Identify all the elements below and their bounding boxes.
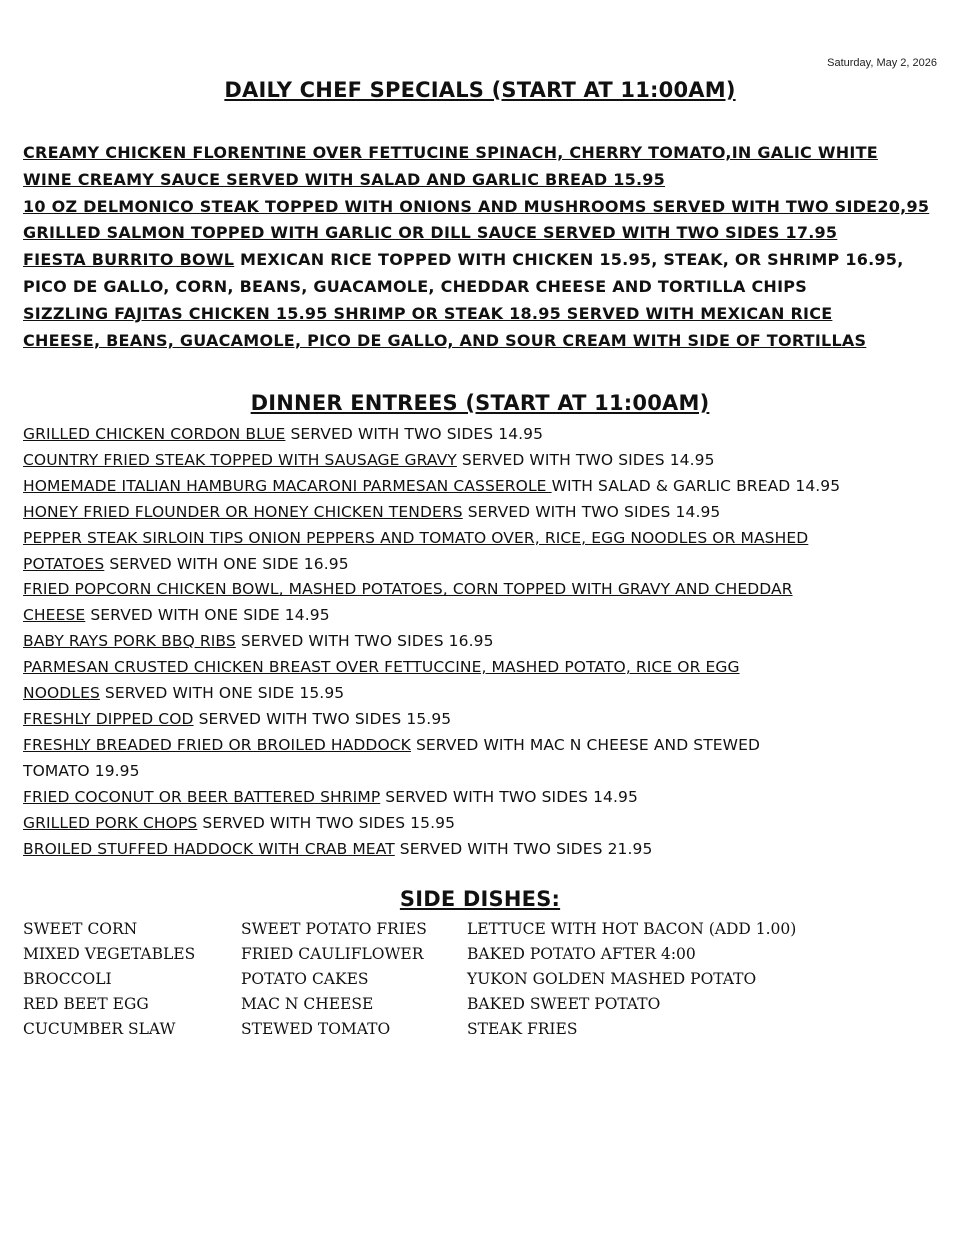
entree-name: COUNTRY FRIED STEAK TOPPED WITH SAUSAGE GRAVY — [23, 450, 457, 469]
entree-name: PEPPER STEAK SIRLOIN TIPS ONION PEPPERS AND TOMATO OVER, RICE, EGG NOODLES OR MASHED — [23, 528, 809, 547]
entree-line — [23, 448, 943, 474]
side-item: BAKED POTATO AFTER 4:00 — [467, 945, 696, 963]
entree-detail: TOMATO 19.95 — [23, 761, 140, 780]
entree-name: HOMEMADE ITALIAN HAMBURG MACARONI PARMESAN CASSEROLE — [23, 476, 552, 495]
entrees-list — [23, 422, 943, 862]
entree-line — [23, 500, 943, 526]
entree-name: CHEESE — [23, 606, 86, 625]
entree-name: GRILLED PORK CHOPS — [23, 813, 198, 832]
entree-name: BABY RAYS PORK BBQ RIBS — [23, 632, 236, 651]
sides-heading: SIDE DISHES: — [399, 887, 561, 911]
entree-name: HONEY FRIED FLOUNDER OR HONEY CHICKEN TENDERS — [23, 502, 463, 521]
specials-heading: DAILY CHEF SPECIALS (START AT 11:00AM) — [224, 78, 736, 102]
side-item: SWEET CORN — [23, 920, 138, 938]
entree-detail: SERVED WITH TWO SIDES 14.95 — [456, 450, 715, 469]
entree-detail: SERVED WITH TWO SIDES 21.95 — [394, 839, 653, 858]
entree-detail: SERVED WITH TWO SIDES 15.95 — [193, 709, 452, 728]
menu-date: Saturday, May 2, 2026 — [827, 57, 937, 69]
entree-line — [23, 785, 943, 811]
entree-name: FRESHLY DIPPED COD — [23, 709, 194, 728]
specials-list — [23, 140, 943, 354]
entree-name: PARMESAN CRUSTED CHICKEN BREAST OVER FETTUCCINE, MASHED POTATO, RICE OR EGG — [23, 658, 740, 677]
side-column-3 — [467, 917, 796, 1042]
entree-name: GRILLED CHICKEN CORDON BLUE — [23, 425, 286, 443]
entree-line — [23, 733, 943, 759]
entree-line — [23, 422, 943, 448]
entree-line — [23, 681, 943, 707]
special-line: GRILLED SALMON TOPPED WITH GARLIC OR DILL SAUCE SERVED WITH TWO SIDES 17.95 — [23, 223, 838, 243]
entree-name: NOODLES — [23, 684, 100, 703]
entree-detail: SERVED WITH TWO SIDES 14.95 — [380, 787, 638, 806]
side-item: FRIED CAULIFLOWER — [241, 945, 424, 963]
entree-detail: SERVED WITH ONE SIDE 14.95 — [85, 606, 330, 625]
side-item: MIXED VEGETABLES — [23, 945, 196, 963]
side-item: CUCUMBER SLAW — [23, 1020, 176, 1038]
entree-detail: SERVED WITH MAC N CHEESE AND STEWED — [410, 735, 761, 754]
side-item: YUKON GOLDEN MASHED POTATO — [467, 970, 757, 988]
entree-line — [23, 707, 943, 733]
entree-name: BROILED STUFFED HADDOCK WITH CRAB MEAT — [23, 839, 395, 858]
entree-line — [23, 837, 943, 863]
entree-detail: SERVED WITH ONE SIDE 15.95 — [99, 684, 345, 703]
entree-name: FRIED COCONUT OR BEER BATTERED SHRIMP — [23, 787, 381, 806]
entree-name: POTATOES — [23, 554, 105, 573]
special-line — [23, 247, 943, 274]
side-item: STEWED TOMATO — [241, 1020, 391, 1038]
entree-line — [23, 526, 943, 552]
entree-detail: SERVED WITH TWO SIDES 16.95 — [235, 632, 494, 651]
entree-line — [23, 811, 943, 837]
side-item: POTATO CAKES — [241, 970, 369, 988]
special-line: 10 OZ DELMONICO STEAK TOPPED WITH ONIONS AND MUSHROOMS SERVED WITH TWO SIDE20,95 — [23, 196, 930, 216]
special-line: WINE CREAMY SAUCE SERVED WITH SALAD AND GARLIC BREAD 15.95 — [23, 169, 666, 189]
entree-detail: SERVED WITH TWO SIDES 14.95 — [285, 425, 544, 443]
entrees-heading: DINNER ENTREES (START AT 11:00AM) — [250, 391, 710, 415]
entree-line — [23, 603, 943, 629]
entree-name: FRESHLY BREADED FRIED OR BROILED HADDOCK — [23, 735, 411, 754]
entree-line — [23, 629, 943, 655]
entree-line — [23, 552, 943, 578]
side-column-2 — [241, 917, 427, 1042]
special-line: PICO DE GALLO, CORN, BEANS, GUACAMOLE, CHEDDAR CHEESE AND TORTILLA CHIPS — [23, 276, 808, 296]
side-item: BROCCOLI — [23, 970, 112, 988]
side-item: SWEET POTATO FRIES — [241, 920, 427, 938]
entree-line — [23, 577, 943, 603]
entree-detail: SERVED WITH TWO SIDES 15.95 — [197, 813, 456, 832]
entree-name: FRIED POPCORN CHICKEN BOWL, MASHED POTATOES, CORN TOPPED WITH GRAVY AND CHEDDAR — [23, 580, 793, 599]
side-item: BAKED SWEET POTATO — [467, 995, 661, 1013]
special-line: CREAMY CHICKEN FLORENTINE OVER FETTUCINE SPINACH, CHERRY TOMATO,IN GALIC WHITE — [23, 143, 878, 162]
entree-detail: SERVED WITH TWO SIDES 14.95 — [462, 502, 721, 521]
burrito-detail: MEXICAN RICE TOPPED WITH CHICKEN 15.95, STEAK, OR SHRIMP 16.95, — [234, 250, 904, 270]
side-column-1 — [23, 917, 195, 1042]
side-item: RED BEET EGG — [23, 995, 149, 1013]
side-item: LETTUCE WITH HOT BACON (ADD 1.00) — [467, 920, 797, 938]
special-line: CHEESE, BEANS, GUACAMOLE, PICO DE GALLO, AND SOUR CREAM WITH SIDE OF TORTILLAS — [23, 330, 867, 350]
side-item: STEAK FRIES — [467, 1020, 578, 1038]
side-item: MAC N CHEESE — [241, 995, 374, 1013]
entree-line — [23, 474, 943, 500]
entree-detail: SERVED WITH ONE SIDE 16.95 — [104, 554, 349, 573]
special-line: SIZZLING FAJITAS CHICKEN 15.95 SHRIMP OR STEAK 18.95 SERVED WITH MEXICAN RICE — [23, 303, 833, 323]
burrito-name: FIESTA BURRITO BOWL — [23, 250, 235, 270]
entree-detail: WITH SALAD & GARLIC BREAD 14.95 — [551, 476, 841, 495]
entree-line — [23, 759, 943, 785]
entree-line — [23, 655, 943, 681]
